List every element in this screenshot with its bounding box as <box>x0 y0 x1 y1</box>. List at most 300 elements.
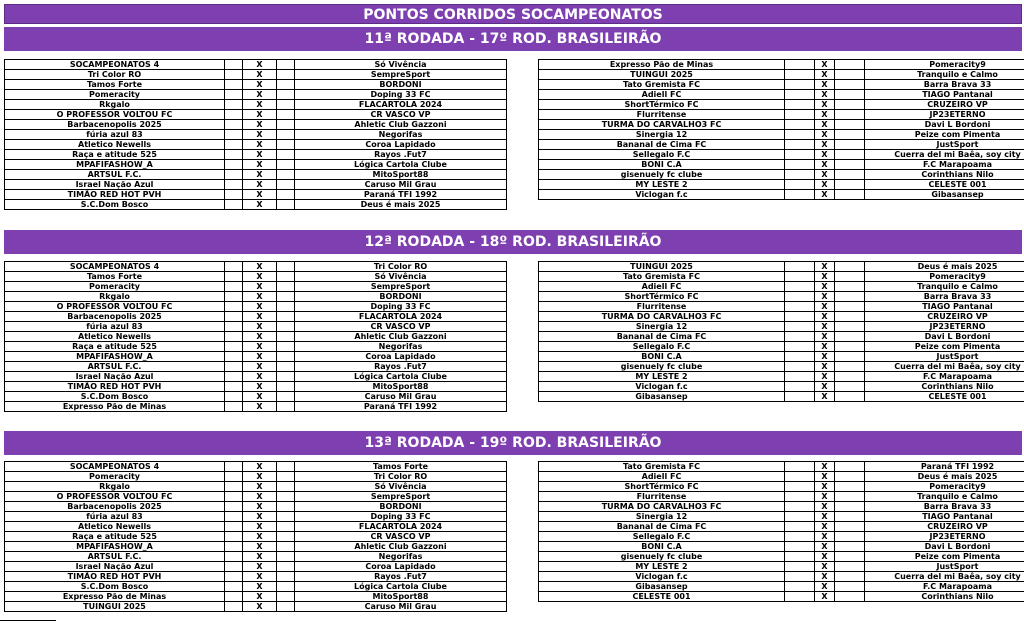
home-score-cell <box>785 180 815 190</box>
away-score-cell <box>277 140 295 150</box>
versus-mark: X <box>243 482 277 492</box>
home-score-cell <box>225 462 243 472</box>
home-score-cell <box>225 140 243 150</box>
versus-mark: X <box>243 150 277 160</box>
versus-mark: X <box>815 190 835 200</box>
away-team: CR VASCO VP <box>295 532 507 542</box>
away-team: FLACARTOLA 2024 <box>295 100 507 110</box>
match-row <box>5 80 507 90</box>
match-row <box>539 582 1024 592</box>
away-team: MitoSport88 <box>295 170 507 180</box>
home-team: S.C.Dom Bosco <box>5 392 225 402</box>
versus-mark: X <box>815 180 835 190</box>
away-score-cell <box>835 150 865 160</box>
match-row <box>539 302 1024 312</box>
home-team: O PROFESSOR VOLTOU FC <box>5 492 225 502</box>
home-team: Tamos Forte <box>5 272 225 282</box>
home-team: Tato Gremista FC <box>539 272 785 282</box>
home-score-cell <box>785 322 815 332</box>
versus-mark: X <box>815 272 835 282</box>
away-team: Deus é mais 2025 <box>865 262 1024 272</box>
versus-mark: X <box>815 80 835 90</box>
home-score-cell <box>785 190 815 200</box>
home-score-cell <box>785 472 815 482</box>
away-score-cell <box>277 562 295 572</box>
versus-mark: X <box>815 392 835 402</box>
away-team: Negorifas <box>295 130 507 140</box>
away-team: JustSport <box>865 140 1024 150</box>
home-score-cell <box>225 190 243 200</box>
versus-mark: X <box>243 312 277 322</box>
match-row <box>5 110 507 120</box>
away-team: CRUZEIRO VP <box>865 312 1024 322</box>
versus-mark: X <box>243 512 277 522</box>
home-score-cell <box>225 130 243 140</box>
match-row <box>5 522 507 532</box>
away-team: CRUZEIRO VP <box>865 100 1024 110</box>
match-row <box>5 562 507 572</box>
away-score-cell <box>277 492 295 502</box>
home-team: BONI C.A <box>539 352 785 362</box>
away-team: Deus é mais 2025 <box>865 472 1024 482</box>
away-score-cell <box>835 292 865 302</box>
home-score-cell <box>785 552 815 562</box>
away-score-cell <box>277 522 295 532</box>
versus-mark: X <box>815 332 835 342</box>
match-row <box>5 352 507 362</box>
away-score-cell <box>835 362 865 372</box>
home-team: Raça e atitude 525 <box>5 342 225 352</box>
versus-mark: X <box>815 492 835 502</box>
match-row <box>5 292 507 302</box>
away-team: Barra Brava 33 <box>865 80 1024 90</box>
away-score-cell <box>835 262 865 272</box>
match-row <box>5 332 507 342</box>
home-team: ShortTérmico FC <box>539 100 785 110</box>
versus-mark: X <box>243 352 277 362</box>
match-row <box>539 272 1024 282</box>
away-team: F.C Marapoama <box>865 160 1024 170</box>
home-team: S.C.Dom Bosco <box>5 582 225 592</box>
away-team: Cuerra del mi Baêa, soy city <box>865 362 1024 372</box>
match-row <box>5 140 507 150</box>
versus-mark: X <box>815 502 835 512</box>
match-row <box>539 392 1024 402</box>
match-row <box>539 512 1024 522</box>
away-team: JustSport <box>865 352 1024 362</box>
home-team: Israel Nação Azul <box>5 180 225 190</box>
away-team: MitoSport88 <box>295 382 507 392</box>
away-score-cell <box>835 382 865 392</box>
home-team: BONI C.A <box>539 542 785 552</box>
away-team: Pomeracity9 <box>865 482 1024 492</box>
versus-mark: X <box>243 292 277 302</box>
away-score-cell <box>277 372 295 382</box>
away-score-cell <box>277 150 295 160</box>
home-score-cell <box>785 482 815 492</box>
versus-mark: X <box>243 90 277 100</box>
away-team: FLACARTOLA 2024 <box>295 312 507 322</box>
home-score-cell <box>225 392 243 402</box>
match-row <box>539 170 1024 180</box>
home-score-cell <box>225 592 243 602</box>
away-team: Só Vivência <box>295 60 507 70</box>
home-team: ShortTérmico FC <box>539 292 785 302</box>
away-team: Rayos .Fut7 <box>295 150 507 160</box>
away-score-cell <box>835 542 865 552</box>
versus-mark: X <box>243 160 277 170</box>
away-score-cell <box>835 140 865 150</box>
away-score-cell <box>277 402 295 412</box>
home-team: gisenuely fc clube <box>539 362 785 372</box>
match-row <box>5 272 507 282</box>
home-score-cell <box>785 542 815 552</box>
home-team: MY LESTE 2 <box>539 372 785 382</box>
home-score-cell <box>785 130 815 140</box>
versus-mark: X <box>243 80 277 90</box>
home-team: Flurritense <box>539 492 785 502</box>
home-team: Barbacenopolis 2025 <box>5 502 225 512</box>
versus-mark: X <box>815 170 835 180</box>
match-row <box>539 90 1024 100</box>
match-row <box>5 382 507 392</box>
away-team: JustSport <box>865 562 1024 572</box>
match-row <box>539 572 1024 582</box>
home-team: Viclogan f.c <box>539 382 785 392</box>
match-row <box>539 482 1024 492</box>
match-row <box>539 80 1024 90</box>
versus-mark: X <box>815 472 835 482</box>
home-score-cell <box>225 80 243 90</box>
versus-mark: X <box>243 542 277 552</box>
match-row <box>5 372 507 382</box>
home-team: BONI C.A <box>539 160 785 170</box>
away-score-cell <box>277 292 295 302</box>
home-team: TURMA DO CARVALHO3 FC <box>539 312 785 322</box>
away-score-cell <box>835 372 865 382</box>
versus-mark: X <box>243 472 277 482</box>
home-score-cell <box>785 80 815 90</box>
away-team: Ahletic Club Gazzoni <box>295 332 507 342</box>
home-team: O PROFESSOR VOLTOU FC <box>5 302 225 312</box>
home-team: Expresso Pão de Minas <box>5 402 225 412</box>
home-team: Pomeracity <box>5 282 225 292</box>
home-score-cell <box>785 512 815 522</box>
match-row <box>5 90 507 100</box>
versus-mark: X <box>243 592 277 602</box>
away-team: Pomeracity9 <box>865 272 1024 282</box>
match-row <box>5 262 507 272</box>
match-row <box>539 542 1024 552</box>
home-score-cell <box>785 160 815 170</box>
versus-mark: X <box>243 562 277 572</box>
home-score-cell <box>225 362 243 372</box>
versus-mark: X <box>243 462 277 472</box>
home-team: Tri Color RO <box>5 70 225 80</box>
away-team: Tranquilo e Calmo <box>865 492 1024 502</box>
versus-mark: X <box>815 342 835 352</box>
home-team: S.C.Dom Bosco <box>5 200 225 210</box>
home-score-cell <box>785 382 815 392</box>
versus-mark: X <box>243 282 277 292</box>
home-score-cell <box>225 200 243 210</box>
home-score-cell <box>225 602 243 612</box>
away-team: FLACARTOLA 2024 <box>295 522 507 532</box>
versus-mark: X <box>243 402 277 412</box>
home-score-cell <box>225 100 243 110</box>
away-team: TIAGO Pantanal <box>865 90 1024 100</box>
away-score-cell <box>835 80 865 90</box>
match-row <box>539 160 1024 170</box>
match-row <box>5 342 507 352</box>
versus-mark: X <box>815 362 835 372</box>
versus-mark: X <box>815 282 835 292</box>
match-row <box>539 322 1024 332</box>
match-row <box>539 342 1024 352</box>
home-score-cell <box>785 292 815 302</box>
match-row <box>5 302 507 312</box>
versus-mark: X <box>243 332 277 342</box>
home-score-cell <box>225 312 243 322</box>
away-score-cell <box>277 180 295 190</box>
away-team: Rayos .Fut7 <box>295 572 507 582</box>
versus-mark: X <box>815 562 835 572</box>
match-row <box>5 170 507 180</box>
home-score-cell <box>225 292 243 302</box>
versus-mark: X <box>243 502 277 512</box>
home-team: Barbacenopolis 2025 <box>5 120 225 130</box>
away-score-cell <box>835 322 865 332</box>
away-score-cell <box>277 382 295 392</box>
round-12-left-table <box>4 261 507 412</box>
away-team: Caruso Mil Grau <box>295 180 507 190</box>
away-team: F.C Marapoama <box>865 372 1024 382</box>
versus-mark: X <box>243 140 277 150</box>
home-team: MY LESTE 2 <box>539 562 785 572</box>
versus-mark: X <box>243 362 277 372</box>
away-team: Davi L Bordoni <box>865 120 1024 130</box>
away-score-cell <box>835 60 865 70</box>
home-score-cell <box>785 150 815 160</box>
versus-mark: X <box>815 130 835 140</box>
home-score-cell <box>785 572 815 582</box>
match-row <box>5 120 507 130</box>
home-team: Bananal de Cima FC <box>539 332 785 342</box>
away-score-cell <box>835 160 865 170</box>
match-row <box>5 462 507 472</box>
versus-mark: X <box>815 552 835 562</box>
home-score-cell <box>785 352 815 362</box>
away-team: JP23ETERNO <box>865 532 1024 542</box>
match-row <box>5 150 507 160</box>
home-score-cell <box>785 140 815 150</box>
home-team: SOCAMPEONATOS 4 <box>5 262 225 272</box>
versus-mark: X <box>815 262 835 272</box>
home-score-cell <box>225 572 243 582</box>
match-row <box>539 462 1024 472</box>
away-score-cell <box>277 120 295 130</box>
versus-mark: X <box>815 372 835 382</box>
versus-mark: X <box>243 100 277 110</box>
home-team: SOCAMPEONATOS 4 <box>5 462 225 472</box>
away-score-cell <box>835 120 865 130</box>
versus-mark: X <box>815 150 835 160</box>
home-team: MPAFIFASHOW_A <box>5 160 225 170</box>
away-score-cell <box>835 462 865 472</box>
away-team: Ahletic Club Gazzoni <box>295 542 507 552</box>
home-score-cell <box>225 110 243 120</box>
home-team: MPAFIFASHOW_A <box>5 352 225 362</box>
match-row <box>5 482 507 492</box>
home-team: TURMA DO CARVALHO3 FC <box>539 502 785 512</box>
away-team: TIAGO Pantanal <box>865 302 1024 312</box>
away-score-cell <box>277 272 295 282</box>
away-score-cell <box>277 80 295 90</box>
versus-mark: X <box>815 482 835 492</box>
away-score-cell <box>835 342 865 352</box>
away-team: CRUZEIRO VP <box>865 522 1024 532</box>
away-score-cell <box>835 502 865 512</box>
away-team: Tranquilo e Calmo <box>865 70 1024 80</box>
home-team: Expresso Pão de Minas <box>539 60 785 70</box>
home-score-cell <box>785 372 815 382</box>
away-team: Caruso Mil Grau <box>295 392 507 402</box>
away-team: Caruso Mil Grau <box>295 602 507 612</box>
match-row <box>539 312 1024 322</box>
home-score-cell <box>225 70 243 80</box>
home-score-cell <box>785 90 815 100</box>
away-team: Tri Color RO <box>295 472 507 482</box>
away-score-cell <box>835 552 865 562</box>
versus-mark: X <box>243 492 277 502</box>
away-score-cell <box>835 190 865 200</box>
away-team: Corinthians Nilo <box>865 592 1024 602</box>
home-team: TIMÃO RED HOT PVH <box>5 382 225 392</box>
away-team: Gibasansep <box>865 190 1024 200</box>
home-team: Rkgalo <box>5 100 225 110</box>
home-team: Raça e atitude 525 <box>5 150 225 160</box>
versus-mark: X <box>815 90 835 100</box>
match-row <box>5 60 507 70</box>
versus-mark: X <box>815 100 835 110</box>
away-score-cell <box>835 70 865 80</box>
home-score-cell <box>225 582 243 592</box>
home-team: Pomeracity <box>5 472 225 482</box>
match-row <box>5 100 507 110</box>
away-team: Corinthians Nilo <box>865 170 1024 180</box>
away-team: Rayos .Fut7 <box>295 362 507 372</box>
home-team: Rkgalo <box>5 292 225 302</box>
home-team: Atletico Newells <box>5 332 225 342</box>
versus-mark: X <box>815 512 835 522</box>
away-team: Peize com Pimenta <box>865 130 1024 140</box>
away-score-cell <box>835 170 865 180</box>
home-score-cell <box>785 562 815 572</box>
home-score-cell <box>225 332 243 342</box>
home-score-cell <box>785 492 815 502</box>
away-team: CELESTE 001 <box>865 180 1024 190</box>
home-team: Flurritense <box>539 302 785 312</box>
away-team: Lógica Cartola Clube <box>295 160 507 170</box>
away-team: Lógica Cartola Clube <box>295 372 507 382</box>
versus-mark: X <box>243 70 277 80</box>
versus-mark: X <box>815 522 835 532</box>
match-row <box>5 282 507 292</box>
sheet-title: PONTOS CORRIDOS SOCAMPEONATOS <box>4 4 1022 24</box>
away-team: Negorifas <box>295 552 507 562</box>
away-team: JP23ETERNO <box>865 110 1024 120</box>
home-team: fúria azul 83 <box>5 322 225 332</box>
away-score-cell <box>835 282 865 292</box>
away-score-cell <box>277 602 295 612</box>
versus-mark: X <box>243 272 277 282</box>
away-team: Só Vivência <box>295 482 507 492</box>
home-team: Barbacenopolis 2025 <box>5 312 225 322</box>
away-score-cell <box>835 312 865 322</box>
away-team: SempreSport <box>295 70 507 80</box>
away-score-cell <box>277 110 295 120</box>
away-team: Coroa Lapidado <box>295 352 507 362</box>
match-row <box>539 100 1024 110</box>
home-score-cell <box>785 272 815 282</box>
match-row <box>5 180 507 190</box>
home-team: TUINGUI 2025 <box>5 602 225 612</box>
away-team: Pomeracity9 <box>865 60 1024 70</box>
home-team: gisenuely fc clube <box>539 552 785 562</box>
away-score-cell <box>835 130 865 140</box>
home-score-cell <box>225 402 243 412</box>
away-team: Só Vivência <box>295 272 507 282</box>
versus-mark: X <box>243 372 277 382</box>
away-team: BORDONI <box>295 502 507 512</box>
home-team: TIMÃO RED HOT PVH <box>5 572 225 582</box>
home-score-cell <box>225 352 243 362</box>
match-row <box>5 160 507 170</box>
home-score-cell <box>225 552 243 562</box>
away-score-cell <box>277 512 295 522</box>
away-team: JP23ETERNO <box>865 322 1024 332</box>
away-score-cell <box>277 160 295 170</box>
home-score-cell <box>225 160 243 170</box>
home-team: Atletico Newells <box>5 522 225 532</box>
match-row <box>5 190 507 200</box>
home-team: Sellegalo F.C <box>539 150 785 160</box>
versus-mark: X <box>815 382 835 392</box>
versus-mark: X <box>815 462 835 472</box>
home-team: TIMÃO RED HOT PVH <box>5 190 225 200</box>
away-team: Doping 33 FC <box>295 90 507 100</box>
versus-mark: X <box>815 60 835 70</box>
home-score-cell <box>785 312 815 322</box>
home-score-cell <box>225 150 243 160</box>
match-row <box>5 532 507 542</box>
match-row <box>539 492 1024 502</box>
home-team: Tamos Forte <box>5 80 225 90</box>
away-team: CR VASCO VP <box>295 110 507 120</box>
away-team: Barra Brava 33 <box>865 292 1024 302</box>
home-score-cell <box>785 592 815 602</box>
home-score-cell <box>785 462 815 472</box>
away-team: Tamos Forte <box>295 462 507 472</box>
away-score-cell <box>277 70 295 80</box>
away-score-cell <box>277 462 295 472</box>
home-score-cell <box>785 100 815 110</box>
versus-mark: X <box>243 582 277 592</box>
away-team: Peize com Pimenta <box>865 552 1024 562</box>
home-team: Israel Nação Azul <box>5 372 225 382</box>
home-team: Tato Gremista FC <box>539 462 785 472</box>
home-score-cell <box>785 120 815 130</box>
